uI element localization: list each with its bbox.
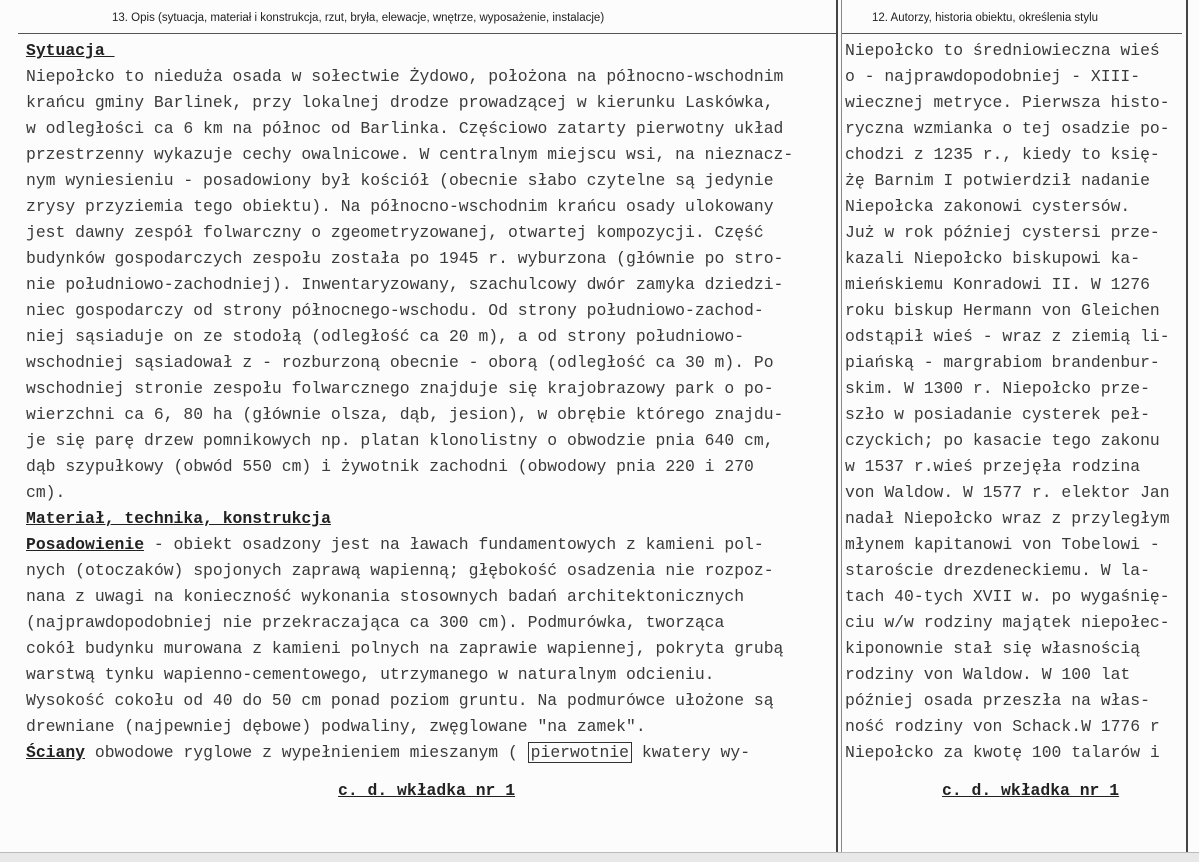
text-segment: budynków gospodarczych zespołu została po 1945 r. wyburzona (głównie po stro- xyxy=(26,249,784,268)
history-line: czyckich; po kasacie tego zakonu xyxy=(845,431,1160,450)
text-line xyxy=(26,194,774,220)
text-segment: przestrzenny wykazuje cechy owalnicowe. W centralnym miejscu wsi, na nieznacz- xyxy=(26,145,794,164)
history-line: żę Barnim I potwierdził nadanie xyxy=(845,171,1150,190)
history-line: młynem kapitanowi von Tobelowi - xyxy=(845,535,1160,554)
text-segment: (najprawdopodobniej nie przekraczająca ca 300 cm). Podmurówka, tworząca xyxy=(26,613,725,632)
text-line xyxy=(26,246,783,272)
history-line: o - najprawdopodobniej - XIII- xyxy=(845,67,1141,86)
text-line xyxy=(26,298,764,324)
text-segment: je się parę drzew pomnikowych np. platan klonolistny o obwodzie pnia 640 cm, xyxy=(26,431,774,450)
history-line: w 1537 r.wieś przejęła rodzina xyxy=(845,457,1141,476)
text-segment: wierzchni ca 6, 80 ha (głównie olsza, dąb, jesion), w obrębie którego znajdu- xyxy=(26,405,784,424)
text-segment: drewniane (najpewniej dębowe) podwaliny, zwęglowane "na zamek". xyxy=(26,717,646,736)
text-line xyxy=(26,350,774,376)
section-heading: Ściany xyxy=(26,743,86,762)
text-line xyxy=(26,584,744,610)
history-line: ciu w/w rodziny majątek niepołec- xyxy=(845,613,1170,632)
text-line xyxy=(26,38,115,64)
text-segment: nana z uwagi na konieczność wykonania stosownych badań architektonicznych xyxy=(26,587,745,606)
text-line xyxy=(26,324,744,350)
right-column-header: 12. Autorzy, historia obiektu, określenia stylu xyxy=(872,12,1099,24)
text-line xyxy=(26,714,646,740)
right-continuation-note: c. d. wkładka nr 1 xyxy=(942,781,1120,800)
left-column-header: 13. Opis (sytuacja, materiał i konstrukcja, rzut, bryła, elewacje, wnętrze, wyposażenie, instalacje) xyxy=(112,12,605,24)
text-line xyxy=(26,636,783,662)
history-line: roku biskup Hermann von Gleichen xyxy=(845,301,1160,320)
section-heading: Materiał, technika, konstrukcja xyxy=(26,509,331,528)
history-line: kiponownie stał się własnością xyxy=(845,639,1141,658)
history-line: mieńskiemu Konradowi II. W 1276 xyxy=(845,275,1150,294)
text-segment: Wysokość cokołu od 40 do 50 cm ponad poziom gruntu. Na podmurówce ułożone są xyxy=(26,691,774,710)
history-line: wiecznej metryce. Pierwsza histo- xyxy=(845,93,1170,112)
text-segment: jest dawny zespół folwarczny o zgeometryzowanej, otwartej kompozycji. Część xyxy=(26,223,764,242)
text-line xyxy=(26,610,724,636)
text-line xyxy=(26,454,754,480)
text-line xyxy=(26,480,65,506)
text-line xyxy=(26,116,783,142)
history-line: odstąpił wieś - wraz z ziemią li- xyxy=(845,327,1170,346)
history-line: skim. W 1300 r. Niepołcko prze- xyxy=(845,379,1150,398)
text-segment: zrysy przyziemia tego obiektu). Na północno-wschodnim krańcu osady ulokowany xyxy=(26,197,774,216)
history-line: tach 40-tych XVII w. po wygaśnię- xyxy=(845,587,1170,606)
text-segment: krańcu gminy Barlinek, przy lokalnej drodze prowadzącej w kierunku Laskówka, xyxy=(26,93,774,112)
column-divider-inner xyxy=(841,0,842,861)
text-line xyxy=(26,532,764,558)
history-line: Niepołcko to średniowieczna wieś xyxy=(845,41,1160,60)
column-divider xyxy=(836,0,838,861)
text-segment: obwodowe ryglowe z wypełnieniem mieszanym ( xyxy=(85,743,528,762)
text-segment: niec gospodarczy od strony północnego-wschodu. Od strony południowo-zachod- xyxy=(26,301,764,320)
text-segment: warstwą tynku wapienno-cementowego, utrzymanego w naturalnym odcieniu. xyxy=(26,665,715,684)
text-segment: Niepołcko to nieduża osada w sołectwie Żydowo, położona na północno-wschodnim xyxy=(26,67,784,86)
history-line: Niepołcko za kwotę 100 talarów i xyxy=(845,743,1160,762)
text-segment: nym wyniesieniu - posadowiony był kościół (obecnie słabo czytelne są jedynie xyxy=(26,171,774,190)
history-line: ność rodziny von Schack.W 1776 r xyxy=(845,717,1160,736)
right-header-rule xyxy=(842,33,1182,34)
text-line xyxy=(26,64,783,90)
left-header-rule xyxy=(18,33,836,34)
text-segment: dąb szypułkowy (obwód 550 cm) i żywotnik zachodni (obwodowy pnia 220 i 270 xyxy=(26,457,754,476)
text-line xyxy=(26,272,783,298)
text-line xyxy=(26,740,750,766)
text-segment: cm). xyxy=(26,483,66,502)
section-heading: Sytuacja xyxy=(26,41,115,60)
text-line xyxy=(26,402,783,428)
text-segment: nych (otoczaków) spojonych zaprawą wapienną; głębokość osadzenia nie rozpoz- xyxy=(26,561,774,580)
text-line xyxy=(26,90,774,116)
text-segment: wschodniej sąsiadował z - rozburzoną obecnie - oborą (odległość ca 30 m). Po xyxy=(26,353,774,372)
history-line: później osada przeszła na włas- xyxy=(845,691,1150,710)
history-line: von Waldow. W 1577 r. elektor Jan xyxy=(845,483,1170,502)
left-continuation-note: c. d. wkładka nr 1 xyxy=(338,781,516,800)
boxed-word: pierwotnie xyxy=(528,742,632,763)
text-segment: - obiekt osadzony jest na ławach fundamentowych z kamieni pol- xyxy=(144,535,764,554)
text-line xyxy=(26,506,331,532)
history-line: kazali Niepołcko biskupowi ka- xyxy=(845,249,1141,268)
text-line xyxy=(26,168,774,194)
history-line: piańską - margrabiom brandenbur- xyxy=(845,353,1160,372)
text-line xyxy=(26,220,764,246)
text-line xyxy=(26,376,774,402)
history-line: staroście drezdeneckiemu. W la- xyxy=(845,561,1150,580)
text-line xyxy=(26,142,793,168)
history-line: Już w rok później cystersi prze- xyxy=(845,223,1160,242)
history-line: rodziny von Waldow. W 100 lat xyxy=(845,665,1131,684)
right-border xyxy=(1186,0,1188,861)
history-line: szło w posiadanie cysterek peł- xyxy=(845,405,1150,424)
text-line xyxy=(26,558,774,584)
text-segment: wschodniej stronie zespołu folwarcznego znajduje się krajobrazowy park o po- xyxy=(26,379,774,398)
text-segment: nie południowo-zachodniej). Inwentaryzowany, szachulcowy dwór zamyka dziedzi- xyxy=(26,275,784,294)
history-line: ryczna wzmianka o tej osadzie po- xyxy=(845,119,1170,138)
history-line: nadał Niepołcko wraz z przyległym xyxy=(845,509,1170,528)
text-segment: w odległości ca 6 km na północ od Barlinka. Częściowo zatarty pierwotny układ xyxy=(26,119,784,138)
text-segment: cokół budynku murowana z kamieni polnych na zaprawie wapiennej, pokryta grubą xyxy=(26,639,784,658)
text-segment: kwatery wy- xyxy=(632,743,751,762)
history-line: chodzi z 1235 r., kiedy to księ- xyxy=(845,145,1160,164)
text-segment: niej sąsiaduje on ze stodołą (odległość ca 20 m), a od strony południowo- xyxy=(26,327,745,346)
section-heading: Posadowienie xyxy=(26,535,145,554)
text-line xyxy=(26,688,774,714)
history-line: Niepołcka zakonowi cystersów. xyxy=(845,197,1131,216)
text-line xyxy=(26,662,715,688)
text-line xyxy=(26,428,774,454)
